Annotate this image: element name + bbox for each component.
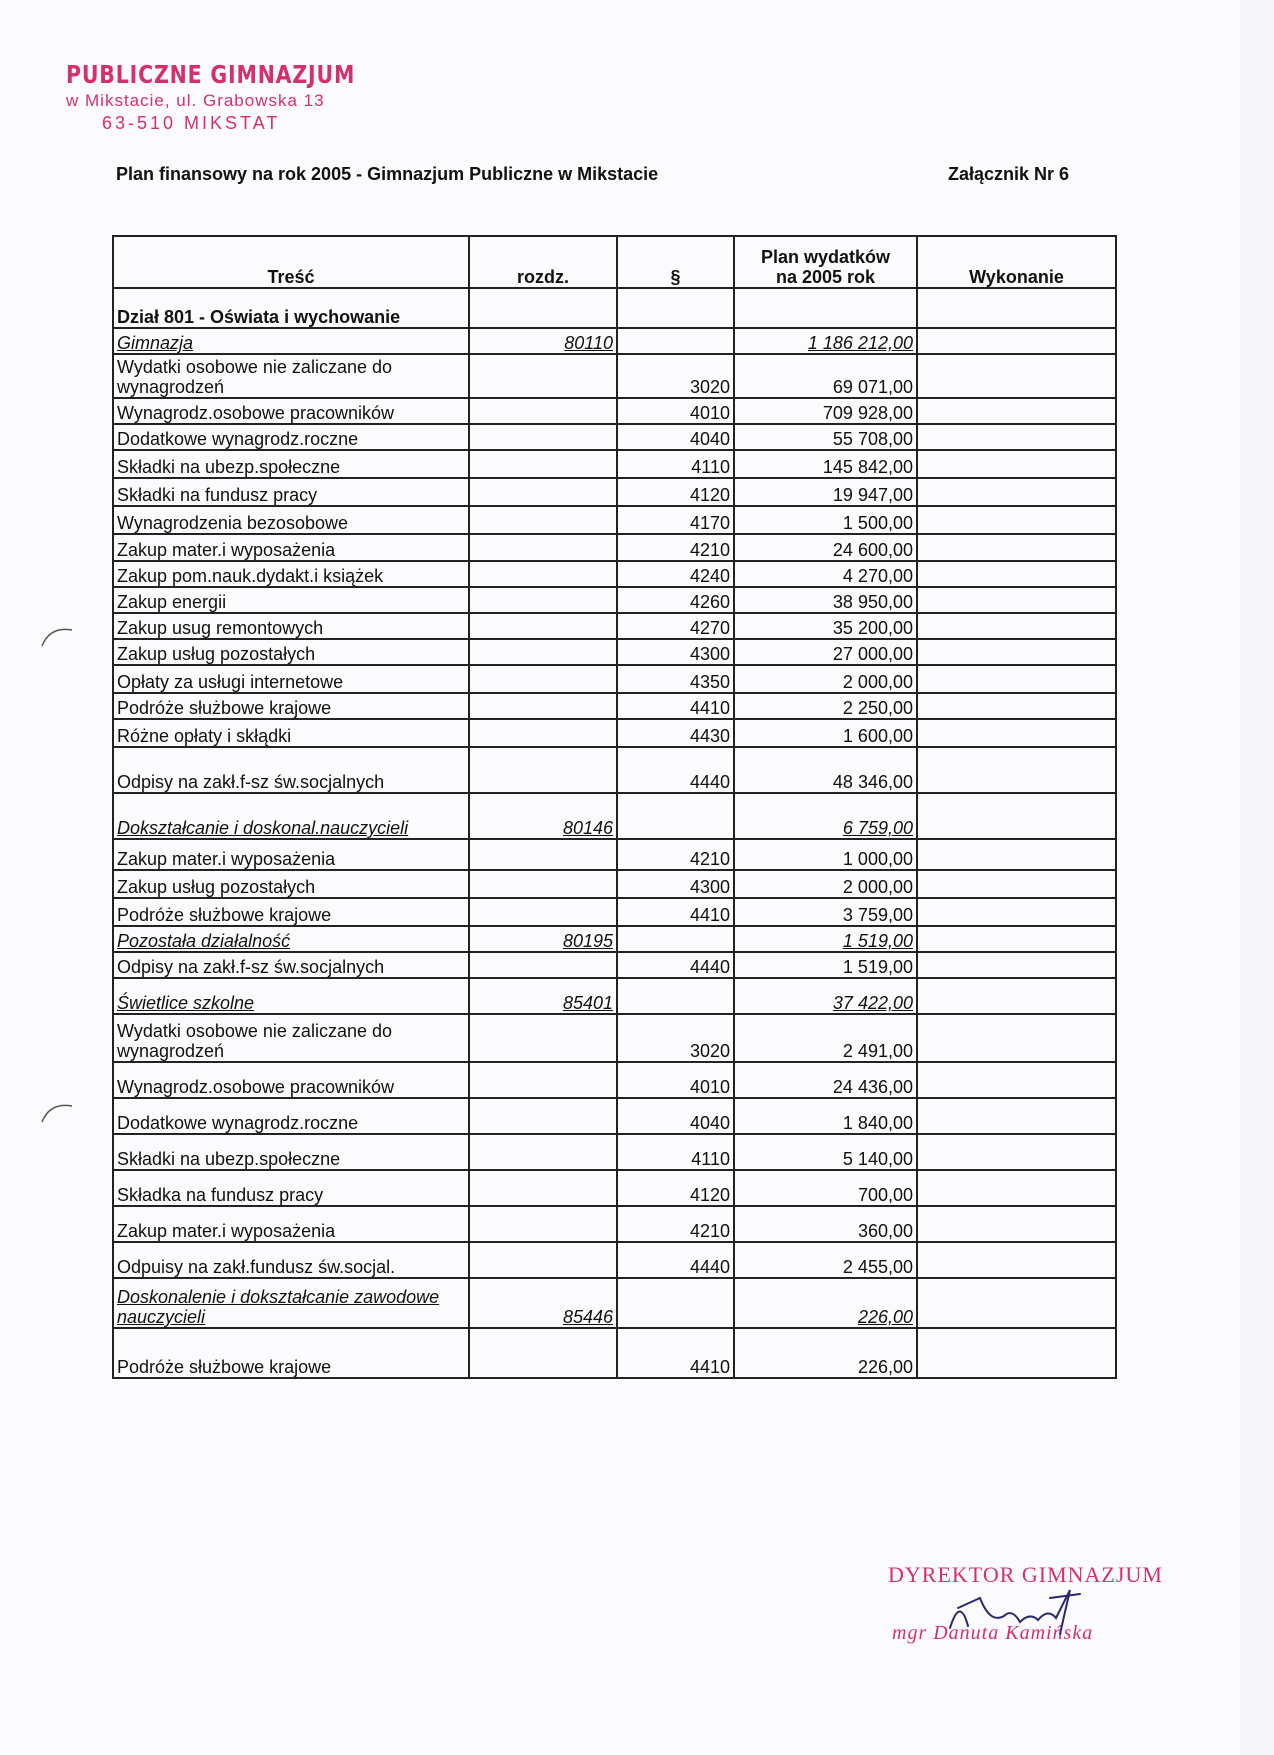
cell-tresc: Zakup usug remontowych [113, 613, 469, 639]
cell-wykonanie [917, 587, 1116, 613]
cell-wykonanie [917, 1098, 1116, 1134]
cell-wykonanie [917, 354, 1116, 398]
stamp-postal: 63-510 MIKSTAT [102, 113, 281, 133]
cell-plan: 24 436,00 [734, 1062, 917, 1098]
table-row [113, 506, 1116, 534]
table-row [113, 665, 1116, 693]
table-row [113, 354, 1116, 398]
cell-wykonanie [917, 1014, 1116, 1062]
cell-tresc: Wynagrodz.osobowe pracowników [113, 1062, 469, 1098]
table-row [113, 719, 1116, 747]
financial-plan-table [112, 235, 1117, 1379]
cell-wykonanie [917, 1134, 1116, 1170]
cell-plan: 1 600,00 [734, 719, 917, 747]
cell-tresc: Zakup pom.nauk.dydakt.i książek [113, 561, 469, 587]
table-row [113, 1134, 1116, 1170]
cell-paragraph: 3020 [617, 354, 734, 398]
cell-rozdz [469, 1206, 617, 1242]
cell-paragraph: 4040 [617, 424, 734, 450]
cell-plan: 1 519,00 [734, 952, 917, 978]
cell-plan: 69 071,00 [734, 354, 917, 398]
cell-wykonanie [917, 1242, 1116, 1278]
cell-rozdz [469, 450, 617, 478]
cell-tresc: Wynagrodzenia bezosobowe [113, 506, 469, 534]
cell-rozdz [469, 561, 617, 587]
cell-tresc: Wydatki osobowe nie zaliczane do wynagrodzeń [113, 1014, 469, 1062]
cell-plan: 1 519,00 [734, 926, 917, 952]
cell-wykonanie [917, 1328, 1116, 1378]
table-row [113, 534, 1116, 561]
cell-wykonanie [917, 952, 1116, 978]
cell-tresc: Podróże służbowe krajowe [113, 693, 469, 719]
stamp-address: w Mikstacie, ul. Grabowska 13 [66, 91, 325, 110]
table-row [113, 1014, 1116, 1062]
cell-rozdz [469, 424, 617, 450]
table-row [113, 1170, 1116, 1206]
cell-plan: 2 000,00 [734, 870, 917, 898]
cell-rozdz [469, 1062, 617, 1098]
cell-paragraph: 4300 [617, 639, 734, 665]
cell-tresc: Składki na fundusz pracy [113, 478, 469, 506]
cell-rozdz [469, 1328, 617, 1378]
section-row [113, 1278, 1116, 1328]
cell-tresc: Zakup mater.i wyposażenia [113, 839, 469, 870]
cell-rozdz [469, 693, 617, 719]
cell-wykonanie [917, 424, 1116, 450]
cell-plan: 226,00 [734, 1278, 917, 1328]
cell-paragraph [617, 793, 734, 839]
cell-paragraph: 4210 [617, 534, 734, 561]
cell-wykonanie [917, 978, 1116, 1014]
cell-wykonanie [917, 328, 1116, 354]
cell-plan: 1 500,00 [734, 506, 917, 534]
cell-rozdz: 80110 [469, 328, 617, 354]
cell-paragraph: 4410 [617, 898, 734, 926]
cell-paragraph [617, 978, 734, 1014]
table-row [113, 1062, 1116, 1098]
cell-rozdz [469, 506, 617, 534]
cell-paragraph: 4440 [617, 747, 734, 793]
cell-paragraph: 4170 [617, 506, 734, 534]
table-row [113, 424, 1116, 450]
cell-tresc: Składka na fundusz pracy [113, 1170, 469, 1206]
cell-rozdz [469, 478, 617, 506]
table-row [113, 747, 1116, 793]
cell-tresc: Gimnazja [113, 328, 469, 354]
cell-paragraph: 4110 [617, 450, 734, 478]
cell-plan: 700,00 [734, 1170, 917, 1206]
cell-rozdz [469, 839, 617, 870]
cell-wykonanie [917, 747, 1116, 793]
handwritten-signature [920, 1568, 1150, 1658]
cell-paragraph: 4120 [617, 1170, 734, 1206]
cell-paragraph: 4240 [617, 561, 734, 587]
cell-wykonanie [917, 870, 1116, 898]
cell-plan: 35 200,00 [734, 613, 917, 639]
cell-rozdz [469, 952, 617, 978]
dzial-row [113, 288, 1116, 328]
cell-rozdz [469, 898, 617, 926]
cell-plan: 1 840,00 [734, 1098, 917, 1134]
cell-paragraph: 4010 [617, 1062, 734, 1098]
cell-tresc: Wydatki osobowe nie zaliczane do wynagrodzeń [113, 354, 469, 398]
cell-plan: 1 000,00 [734, 839, 917, 870]
cell-plan: 360,00 [734, 1206, 917, 1242]
table-row [113, 613, 1116, 639]
cell-tresc: Podróże służbowe krajowe [113, 898, 469, 926]
cell-tresc: Podróże służbowe krajowe [113, 1328, 469, 1378]
table-row [113, 398, 1116, 424]
cell-rozdz: 80146 [469, 793, 617, 839]
cell-plan: 226,00 [734, 1328, 917, 1378]
cell-tresc: Opłaty za usługi internetowe [113, 665, 469, 693]
cell-wykonanie [917, 1206, 1116, 1242]
cell-wykonanie [917, 1278, 1116, 1328]
cell-rozdz: 80195 [469, 926, 617, 952]
cell-rozdz [469, 534, 617, 561]
cell-paragraph: 4040 [617, 1098, 734, 1134]
header-plan-line2: na 2005 rok [775, 267, 876, 287]
section-row [113, 328, 1116, 354]
cell-tresc: Zakup energii [113, 587, 469, 613]
cell-rozdz [469, 719, 617, 747]
cell-tresc: Odpuisy na zakł.fundusz św.socjal. [113, 1242, 469, 1278]
document-title: Plan finansowy na rok 2005 - Gimnazjum Publiczne w Mikstacie [116, 164, 659, 184]
cell-wykonanie [917, 613, 1116, 639]
cell-wykonanie [917, 506, 1116, 534]
cell-plan: 3 759,00 [734, 898, 917, 926]
cell-plan: 37 422,00 [734, 978, 917, 1014]
cell-wykonanie [917, 534, 1116, 561]
section-row [113, 978, 1116, 1014]
section-row [113, 926, 1116, 952]
punch-hole-mark [40, 1096, 80, 1126]
cell-plan: 5 140,00 [734, 1134, 917, 1170]
cell-rozdz [469, 1014, 617, 1062]
section-row [113, 793, 1116, 839]
cell-paragraph [617, 926, 734, 952]
table-row [113, 1328, 1116, 1378]
cell-paragraph: 4410 [617, 1328, 734, 1378]
table-row [113, 1242, 1116, 1278]
cell-paragraph: 4300 [617, 870, 734, 898]
cell-tresc: Zakup mater.i wyposażenia [113, 534, 469, 561]
cell-wykonanie [917, 693, 1116, 719]
table-header-row [113, 236, 1116, 288]
cell-tresc: Zakup usług pozostałych [113, 639, 469, 665]
cell-paragraph: 4120 [617, 478, 734, 506]
cell-wykonanie [917, 665, 1116, 693]
cell-rozdz [469, 747, 617, 793]
header-paragraph: § [617, 236, 734, 288]
cell-wykonanie [917, 398, 1116, 424]
dzial-label: Dział 801 - Oświata i wychowanie [113, 288, 469, 328]
cell-rozdz [469, 1098, 617, 1134]
cell-tresc: Zakup usług pozostałych [113, 870, 469, 898]
cell-plan: 145 842,00 [734, 450, 917, 478]
cell-plan: 2 000,00 [734, 665, 917, 693]
table-row [113, 587, 1116, 613]
cell-tresc: Pozostała działalność [113, 926, 469, 952]
cell-plan: 6 759,00 [734, 793, 917, 839]
table-row [113, 898, 1116, 926]
cell-tresc: Składki na ubezp.społeczne [113, 1134, 469, 1170]
cell-wykonanie [917, 450, 1116, 478]
cell-tresc: Wynagrodz.osobowe pracowników [113, 398, 469, 424]
cell-rozdz [469, 870, 617, 898]
table-row [113, 952, 1116, 978]
cell-paragraph: 4210 [617, 1206, 734, 1242]
cell-paragraph: 4270 [617, 613, 734, 639]
cell-tresc: Różne opłaty i skłądki [113, 719, 469, 747]
cell-tresc: Odpisy na zakł.f-sz św.socjalnych [113, 952, 469, 978]
cell-plan: 19 947,00 [734, 478, 917, 506]
cell-rozdz: 85401 [469, 978, 617, 1014]
cell-rozdz [469, 354, 617, 398]
cell-wykonanie [917, 926, 1116, 952]
cell-wykonanie [917, 561, 1116, 587]
cell-plan: 709 928,00 [734, 398, 917, 424]
cell-rozdz [469, 398, 617, 424]
cell-paragraph: 4350 [617, 665, 734, 693]
cell-tresc: Dokształcanie i doskonal.nauczycieli [113, 793, 469, 839]
cell-paragraph: 4410 [617, 693, 734, 719]
cell-tresc: Doskonalenie i dokształcanie zawodowe nauczycieli [113, 1278, 469, 1328]
cell-tresc: Składki na ubezp.społeczne [113, 450, 469, 478]
cell-paragraph: 4260 [617, 587, 734, 613]
school-stamp [66, 60, 419, 134]
cell-rozdz [469, 639, 617, 665]
cell-paragraph: 3020 [617, 1014, 734, 1062]
cell-wykonanie [917, 1170, 1116, 1206]
cell-wykonanie [917, 898, 1116, 926]
cell-plan: 55 708,00 [734, 424, 917, 450]
cell-paragraph: 4440 [617, 1242, 734, 1278]
cell-tresc: Zakup mater.i wyposażenia [113, 1206, 469, 1242]
table-row [113, 1098, 1116, 1134]
header-plan-line1: Plan wydatków [760, 247, 891, 267]
cell-plan: 38 950,00 [734, 587, 917, 613]
cell-paragraph: 4430 [617, 719, 734, 747]
cell-plan: 24 600,00 [734, 534, 917, 561]
cell-wykonanie [917, 719, 1116, 747]
cell-paragraph [617, 1278, 734, 1328]
table-row [113, 1206, 1116, 1242]
cell-tresc: Dodatkowe wynagrodz.roczne [113, 424, 469, 450]
cell-wykonanie [917, 1062, 1116, 1098]
director-name: mgr Danuta Kamińska [892, 1622, 1094, 1644]
cell-tresc: Świetlice szkolne [113, 978, 469, 1014]
cell-plan: 2 455,00 [734, 1242, 917, 1278]
stamp-school-name: PUBLICZNE GIMNAZJUM [66, 60, 356, 89]
cell-plan: 27 000,00 [734, 639, 917, 665]
table-row [113, 450, 1116, 478]
table-row [113, 478, 1116, 506]
cell-paragraph: 4440 [617, 952, 734, 978]
table-row [113, 870, 1116, 898]
cell-rozdz [469, 1134, 617, 1170]
cell-paragraph: 4210 [617, 839, 734, 870]
cell-tresc: Dodatkowe wynagrodz.roczne [113, 1098, 469, 1134]
director-title: DYREKTOR GIMNAZJUM [888, 1562, 1163, 1587]
header-tresc: Treść [113, 236, 469, 288]
cell-wykonanie [917, 839, 1116, 870]
cell-plan: 2 250,00 [734, 693, 917, 719]
table-row [113, 839, 1116, 870]
cell-plan: 1 186 212,00 [734, 328, 917, 354]
punch-hole-mark [40, 620, 80, 650]
cell-rozdz [469, 1170, 617, 1206]
cell-paragraph [617, 328, 734, 354]
annex-label: Załącznik Nr 6 [948, 164, 1070, 184]
table-row [113, 693, 1116, 719]
header-plan [734, 236, 917, 288]
cell-wykonanie [917, 639, 1116, 665]
cell-plan: 4 270,00 [734, 561, 917, 587]
cell-rozdz: 85446 [469, 1278, 617, 1328]
cell-rozdz [469, 665, 617, 693]
header-rozdz: rozdz. [469, 236, 617, 288]
cell-rozdz [469, 613, 617, 639]
cell-plan: 48 346,00 [734, 747, 917, 793]
cell-paragraph: 4110 [617, 1134, 734, 1170]
cell-tresc: Odpisy na zakł.f-sz św.socjalnych [113, 747, 469, 793]
cell-paragraph: 4010 [617, 398, 734, 424]
cell-plan: 2 491,00 [734, 1014, 917, 1062]
table-row [113, 639, 1116, 665]
cell-wykonanie [917, 478, 1116, 506]
cell-rozdz [469, 587, 617, 613]
header-wykonanie: Wykonanie [917, 236, 1116, 288]
cell-rozdz [469, 1242, 617, 1278]
cell-wykonanie [917, 793, 1116, 839]
table-row [113, 561, 1116, 587]
